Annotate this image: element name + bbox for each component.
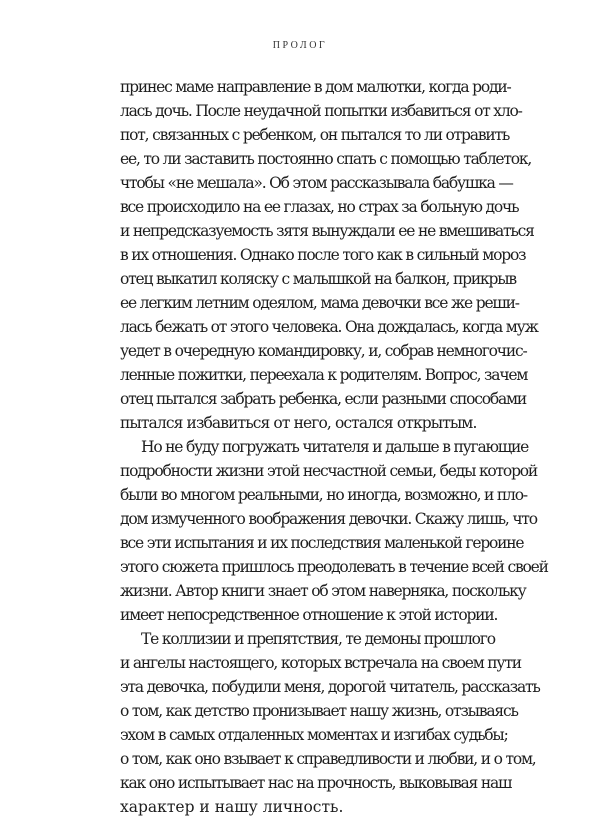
text-line: все происходило на ее глазах, но страх за больную дочь [120,198,519,216]
text-line: дом измученного воображения девочки. Скажу лишь, что [120,510,537,528]
text-line: эта девочка, побудили меня, дорогой читатель, рассказать [120,678,540,696]
text-line: Но не буду погружать читателя и дальше в пугающие [141,438,529,456]
text-line: отец выкатил коляску с малышкой на балкон, прикрыв [120,270,516,288]
text-line: ее, то ли заставить постоянно спать с помощью таблеток, [120,150,532,168]
paragraph-1 [120,75,538,435]
text-line: имеет непосредственное отношение к этой истории. [120,606,498,624]
paragraph-2 [120,435,548,627]
text-line: отец пытался забрать ребенка, если разными способами [120,390,527,408]
text-line: были во многом реальными, но иногда, возможно, и пло- [120,486,527,504]
text-line: и ангелы настоящего, которых встречала на своем пути [120,654,521,672]
text-line: характер и нашу личность. [120,798,344,816]
text-line: принес маме направление в дом малютки, когда роди- [120,78,511,96]
text-line: в их отношения. Однако после того как в сильный мороз [120,246,526,264]
text-line: о том, как детство пронизывает нашу жизнь, отзываясь [120,702,518,720]
text-line: пытался избавиться от него, остался открытым. [120,414,477,432]
text-line: и непредсказуемость зятя вынуждали ее не вмешиваться [120,222,534,240]
paragraph-3 [120,627,540,819]
text-line: подробности жизни этой несчастной семьи, беды которой [120,462,538,480]
text-line: Те коллизии и препятствия, те демоны прошлого [141,630,495,648]
text-line: этого сюжета пришлось преодолевать в течение всей своей [120,558,548,576]
text-line: о том, как оно взывает к справедливости и любви, и о том, [120,750,536,768]
running-head-title: ПРОЛОГ [272,40,328,51]
text-line: как оно испытывает нас на прочность, выковывая наш [120,774,512,792]
text-line: лась бежать от этого человека. Она дождалась, когда муж [120,318,538,336]
text-line: эхом в самых отдаленных моментах и изгибах судьбы; [120,726,508,744]
text-line: уедет в очередную командировку, и, собрав немногочис- [120,342,527,360]
text-line: жизни. Автор книги знает об этом наверняка, поскольку [120,582,526,600]
text-line: чтобы «не мешала». Об этом рассказывала бабушка — [120,174,513,192]
text-line: пот, связанных с ребенком, он пытался то ли отравить [120,126,510,144]
text-line: все эти испытания и их последствия маленькой героине [120,534,524,552]
text-line: ее легким летним одеялом, мама девочки все же реши- [120,294,519,312]
body-text [120,75,548,819]
text-line: лась дочь. После неудачной попытки избавиться от хло- [120,102,522,120]
text-line: ленные пожитки, переехала к родителям. Вопрос, зачем [120,366,528,384]
